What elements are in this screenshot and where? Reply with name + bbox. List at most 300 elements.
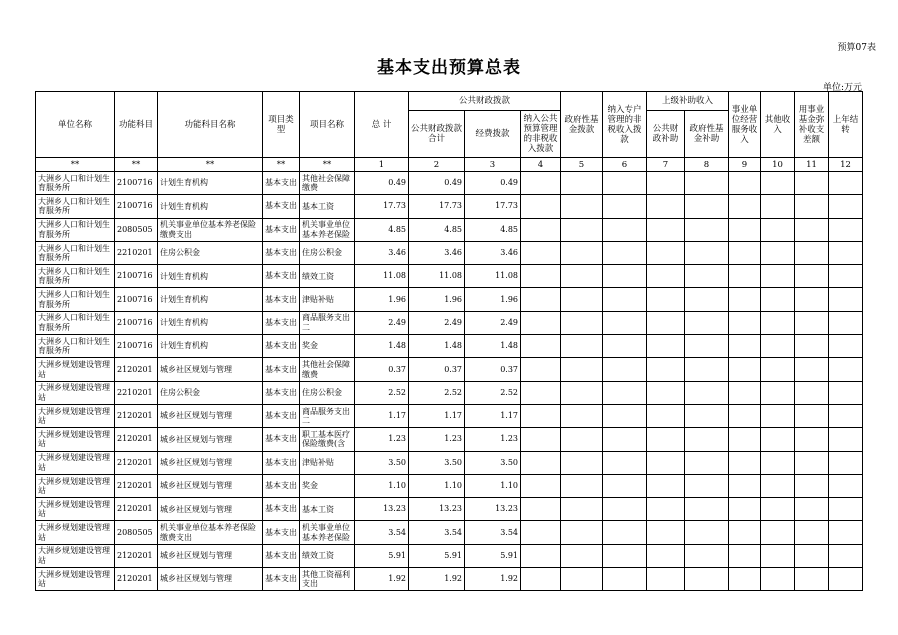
other-income-cell bbox=[761, 265, 795, 288]
total-cell: 2.52 bbox=[355, 381, 409, 404]
other-income-cell bbox=[761, 544, 795, 567]
fund-balance-cell bbox=[795, 568, 829, 591]
header-total: 总 计 bbox=[355, 92, 409, 158]
carryover-cell bbox=[829, 381, 863, 404]
public-finance-total-cell: 1.10 bbox=[409, 474, 465, 497]
public-finance-total-cell: 2.49 bbox=[409, 311, 465, 334]
special-nontax-cell bbox=[603, 265, 647, 288]
index-cell: 1 bbox=[355, 158, 409, 172]
public-finance-total-cell: 3.54 bbox=[409, 521, 465, 544]
index-cell: ** bbox=[300, 158, 355, 172]
funding-cell: 3.46 bbox=[465, 241, 521, 264]
header-public-finance-total: 公共财政拨款合计 bbox=[409, 111, 465, 158]
fund-balance-cell bbox=[795, 381, 829, 404]
special-nontax-cell bbox=[603, 404, 647, 427]
budget-mgmt-nontax-cell bbox=[521, 381, 561, 404]
budget-mgmt-nontax-cell bbox=[521, 568, 561, 591]
fund-balance-cell bbox=[795, 172, 829, 195]
carryover-cell bbox=[829, 474, 863, 497]
budget-mgmt-nontax-cell bbox=[521, 172, 561, 195]
func-code-cell: 2100716 bbox=[115, 311, 158, 334]
total-cell: 3.46 bbox=[355, 241, 409, 264]
sup-public-cell bbox=[647, 568, 685, 591]
table-row bbox=[36, 474, 863, 497]
func-name-cell: 城乡社区规划与管理 bbox=[158, 568, 263, 591]
funding-cell: 1.10 bbox=[465, 474, 521, 497]
funding-cell: 4.85 bbox=[465, 218, 521, 241]
special-nontax-cell bbox=[603, 335, 647, 358]
funding-cell: 2.52 bbox=[465, 381, 521, 404]
index-cell: ** bbox=[158, 158, 263, 172]
funding-cell: 13.23 bbox=[465, 498, 521, 521]
func-name-cell: 城乡社区规划与管理 bbox=[158, 544, 263, 567]
budget-mgmt-nontax-cell bbox=[521, 335, 561, 358]
project-type-cell: 基本支出 bbox=[263, 428, 300, 451]
gov-fund-cell bbox=[561, 288, 603, 311]
project-type-cell: 基本支出 bbox=[263, 404, 300, 427]
header-other-income: 其他收入 bbox=[761, 92, 795, 158]
total-cell: 4.85 bbox=[355, 218, 409, 241]
carryover-cell bbox=[829, 404, 863, 427]
header-business-income: 事业单位经营服务收入 bbox=[729, 92, 761, 158]
other-income-cell bbox=[761, 568, 795, 591]
index-cell: 11 bbox=[795, 158, 829, 172]
project-name-cell: 奖金 bbox=[300, 474, 355, 497]
sup-gov-fund-cell bbox=[685, 172, 729, 195]
sup-public-cell bbox=[647, 172, 685, 195]
gov-fund-cell bbox=[561, 218, 603, 241]
funding-cell: 3.54 bbox=[465, 521, 521, 544]
sup-public-cell bbox=[647, 265, 685, 288]
special-nontax-cell bbox=[603, 172, 647, 195]
index-cell: 4 bbox=[521, 158, 561, 172]
sup-gov-fund-cell bbox=[685, 474, 729, 497]
func-name-cell: 机关事业单位基本养老保险缴费支出 bbox=[158, 218, 263, 241]
total-cell: 1.23 bbox=[355, 428, 409, 451]
sup-public-cell bbox=[647, 474, 685, 497]
sup-gov-fund-cell bbox=[685, 521, 729, 544]
unit-name-cell: 大洲乡人口和计划生育服务所 bbox=[36, 218, 115, 241]
fund-balance-cell bbox=[795, 288, 829, 311]
total-cell: 1.96 bbox=[355, 288, 409, 311]
business-income-cell bbox=[729, 474, 761, 497]
total-cell: 1.17 bbox=[355, 404, 409, 427]
func-code-cell: 2120201 bbox=[115, 568, 158, 591]
business-income-cell bbox=[729, 358, 761, 381]
carryover-cell bbox=[829, 288, 863, 311]
public-finance-total-cell: 1.92 bbox=[409, 568, 465, 591]
total-cell: 2.49 bbox=[355, 311, 409, 334]
func-name-cell: 计划生育机构 bbox=[158, 288, 263, 311]
project-type-cell: 基本支出 bbox=[263, 195, 300, 218]
other-income-cell bbox=[761, 358, 795, 381]
business-income-cell bbox=[729, 544, 761, 567]
header-fund-balance: 用事业基金弥补收支差额 bbox=[795, 92, 829, 158]
sup-gov-fund-cell bbox=[685, 335, 729, 358]
public-finance-total-cell: 1.96 bbox=[409, 288, 465, 311]
total-cell: 3.54 bbox=[355, 521, 409, 544]
project-name-cell: 其他社会保障缴费 bbox=[300, 358, 355, 381]
unit-name-cell: 大洲乡人口和计划生育服务所 bbox=[36, 172, 115, 195]
func-code-cell: 2120201 bbox=[115, 404, 158, 427]
business-income-cell bbox=[729, 451, 761, 474]
funding-cell: 1.23 bbox=[465, 428, 521, 451]
form-number: 预算07表 bbox=[837, 43, 876, 53]
carryover-cell bbox=[829, 335, 863, 358]
project-name-cell: 津贴补贴 bbox=[300, 288, 355, 311]
business-income-cell bbox=[729, 195, 761, 218]
fund-balance-cell bbox=[795, 521, 829, 544]
header-gov-fund: 政府性基金拨款 bbox=[561, 92, 603, 158]
funding-cell: 17.73 bbox=[465, 195, 521, 218]
sup-public-cell bbox=[647, 358, 685, 381]
table-row bbox=[36, 335, 863, 358]
gov-fund-cell bbox=[561, 521, 603, 544]
sup-public-cell bbox=[647, 428, 685, 451]
table-row bbox=[36, 381, 863, 404]
project-type-cell: 基本支出 bbox=[263, 218, 300, 241]
sup-public-cell bbox=[647, 451, 685, 474]
carryover-cell bbox=[829, 544, 863, 567]
page-title: 基本支出预算总表 bbox=[377, 58, 521, 78]
sup-gov-fund-cell bbox=[685, 195, 729, 218]
funding-cell: 0.49 bbox=[465, 172, 521, 195]
index-cell: 8 bbox=[685, 158, 729, 172]
func-code-cell: 2210201 bbox=[115, 381, 158, 404]
other-income-cell bbox=[761, 195, 795, 218]
index-cell: ** bbox=[115, 158, 158, 172]
sup-public-cell bbox=[647, 241, 685, 264]
header-sup-gov-fund: 政府性基金补助 bbox=[685, 111, 729, 158]
sup-gov-fund-cell bbox=[685, 498, 729, 521]
total-cell: 5.91 bbox=[355, 544, 409, 567]
func-code-cell: 2120201 bbox=[115, 498, 158, 521]
table-row bbox=[36, 404, 863, 427]
header-special-nontax: 纳入专户管理的非税收入拨款 bbox=[603, 92, 647, 158]
gov-fund-cell bbox=[561, 241, 603, 264]
project-type-cell: 基本支出 bbox=[263, 568, 300, 591]
func-name-cell: 计划生育机构 bbox=[158, 335, 263, 358]
fund-balance-cell bbox=[795, 358, 829, 381]
sup-public-cell bbox=[647, 498, 685, 521]
fund-balance-cell bbox=[795, 241, 829, 264]
table-row bbox=[36, 195, 863, 218]
funding-cell: 2.49 bbox=[465, 311, 521, 334]
other-income-cell bbox=[761, 451, 795, 474]
funding-cell: 0.37 bbox=[465, 358, 521, 381]
other-income-cell bbox=[761, 428, 795, 451]
public-finance-total-cell: 0.49 bbox=[409, 172, 465, 195]
total-cell: 3.50 bbox=[355, 451, 409, 474]
project-name-cell: 绩效工资 bbox=[300, 544, 355, 567]
func-name-cell: 城乡社区规划与管理 bbox=[158, 358, 263, 381]
budget-mgmt-nontax-cell bbox=[521, 474, 561, 497]
func-code-cell: 2120201 bbox=[115, 474, 158, 497]
total-cell: 1.10 bbox=[355, 474, 409, 497]
unit-name-cell: 大洲乡人口和计划生育服务所 bbox=[36, 311, 115, 334]
budget-mgmt-nontax-cell bbox=[521, 265, 561, 288]
project-name-cell: 住房公积金 bbox=[300, 241, 355, 264]
func-code-cell: 2100716 bbox=[115, 172, 158, 195]
budget-table bbox=[35, 91, 863, 591]
header-budget-mgmt-nontax: 纳入公共预算管理的非税收入拨款 bbox=[521, 111, 561, 158]
func-name-cell: 城乡社区规划与管理 bbox=[158, 451, 263, 474]
func-name-cell: 计划生育机构 bbox=[158, 265, 263, 288]
budget-mgmt-nontax-cell bbox=[521, 428, 561, 451]
unit-name-cell: 大洲乡人口和计划生育服务所 bbox=[36, 241, 115, 264]
table-row bbox=[36, 568, 863, 591]
unit-name-cell: 大洲乡规划建设管理站 bbox=[36, 358, 115, 381]
public-finance-total-cell: 3.50 bbox=[409, 451, 465, 474]
public-finance-total-cell: 1.17 bbox=[409, 404, 465, 427]
special-nontax-cell bbox=[603, 241, 647, 264]
total-cell: 17.73 bbox=[355, 195, 409, 218]
sup-gov-fund-cell bbox=[685, 404, 729, 427]
fund-balance-cell bbox=[795, 335, 829, 358]
sup-public-cell bbox=[647, 544, 685, 567]
table-row bbox=[36, 218, 863, 241]
func-code-cell: 2120201 bbox=[115, 544, 158, 567]
sup-gov-fund-cell bbox=[685, 311, 729, 334]
sup-public-cell bbox=[647, 195, 685, 218]
public-finance-total-cell: 1.48 bbox=[409, 335, 465, 358]
project-name-cell: 商品服务支出二 bbox=[300, 404, 355, 427]
business-income-cell bbox=[729, 265, 761, 288]
func-name-cell: 城乡社区规划与管理 bbox=[158, 498, 263, 521]
total-cell: 11.08 bbox=[355, 265, 409, 288]
special-nontax-cell bbox=[603, 195, 647, 218]
budget-mgmt-nontax-cell bbox=[521, 404, 561, 427]
project-name-cell: 其他工资福利支出 bbox=[300, 568, 355, 591]
carryover-cell bbox=[829, 195, 863, 218]
func-name-cell: 城乡社区规划与管理 bbox=[158, 474, 263, 497]
other-income-cell bbox=[761, 498, 795, 521]
index-cell: 9 bbox=[729, 158, 761, 172]
gov-fund-cell bbox=[561, 568, 603, 591]
index-cell: ** bbox=[36, 158, 115, 172]
business-income-cell bbox=[729, 218, 761, 241]
fund-balance-cell bbox=[795, 311, 829, 334]
table-row bbox=[36, 311, 863, 334]
business-income-cell bbox=[729, 311, 761, 334]
sup-public-cell bbox=[647, 288, 685, 311]
other-income-cell bbox=[761, 335, 795, 358]
gov-fund-cell bbox=[561, 451, 603, 474]
gov-fund-cell bbox=[561, 358, 603, 381]
special-nontax-cell bbox=[603, 474, 647, 497]
func-code-cell: 2120201 bbox=[115, 428, 158, 451]
index-cell: 7 bbox=[647, 158, 685, 172]
sup-public-cell bbox=[647, 311, 685, 334]
index-cell: ** bbox=[263, 158, 300, 172]
sup-gov-fund-cell bbox=[685, 568, 729, 591]
special-nontax-cell bbox=[603, 311, 647, 334]
project-name-cell: 津贴补贴 bbox=[300, 451, 355, 474]
carryover-cell bbox=[829, 568, 863, 591]
fund-balance-cell bbox=[795, 195, 829, 218]
special-nontax-cell bbox=[603, 451, 647, 474]
func-code-cell: 2100716 bbox=[115, 195, 158, 218]
func-code-cell: 2100716 bbox=[115, 335, 158, 358]
table-body bbox=[36, 172, 863, 591]
other-income-cell bbox=[761, 218, 795, 241]
header-func-name: 功能科目名称 bbox=[158, 92, 263, 158]
unit-name-cell: 大洲乡规划建设管理站 bbox=[36, 568, 115, 591]
special-nontax-cell bbox=[603, 521, 647, 544]
public-finance-total-cell: 17.73 bbox=[409, 195, 465, 218]
other-income-cell bbox=[761, 288, 795, 311]
business-income-cell bbox=[729, 288, 761, 311]
carryover-cell bbox=[829, 358, 863, 381]
total-cell: 13.23 bbox=[355, 498, 409, 521]
sup-gov-fund-cell bbox=[685, 241, 729, 264]
sup-gov-fund-cell bbox=[685, 544, 729, 567]
sup-gov-fund-cell bbox=[685, 265, 729, 288]
index-cell: 6 bbox=[603, 158, 647, 172]
project-type-cell: 基本支出 bbox=[263, 521, 300, 544]
special-nontax-cell bbox=[603, 498, 647, 521]
unit-name-cell: 大洲乡规划建设管理站 bbox=[36, 451, 115, 474]
gov-fund-cell bbox=[561, 498, 603, 521]
budget-mgmt-nontax-cell bbox=[521, 358, 561, 381]
total-cell: 0.49 bbox=[355, 172, 409, 195]
business-income-cell bbox=[729, 404, 761, 427]
unit-name-cell: 大洲乡规划建设管理站 bbox=[36, 404, 115, 427]
sup-gov-fund-cell bbox=[685, 381, 729, 404]
index-cell: 3 bbox=[465, 158, 521, 172]
unit-name-cell: 大洲乡规划建设管理站 bbox=[36, 381, 115, 404]
budget-mgmt-nontax-cell bbox=[521, 195, 561, 218]
budget-mgmt-nontax-cell bbox=[521, 218, 561, 241]
project-type-cell: 基本支出 bbox=[263, 335, 300, 358]
gov-fund-cell bbox=[561, 311, 603, 334]
func-name-cell: 机关事业单位基本养老保险缴费支出 bbox=[158, 521, 263, 544]
other-income-cell bbox=[761, 381, 795, 404]
total-cell: 1.92 bbox=[355, 568, 409, 591]
funding-cell: 11.08 bbox=[465, 265, 521, 288]
gov-fund-cell bbox=[561, 428, 603, 451]
special-nontax-cell bbox=[603, 358, 647, 381]
unit-name-cell: 大洲乡规划建设管理站 bbox=[36, 428, 115, 451]
other-income-cell bbox=[761, 521, 795, 544]
sup-public-cell bbox=[647, 381, 685, 404]
sup-gov-fund-cell bbox=[685, 428, 729, 451]
table-row bbox=[36, 451, 863, 474]
funding-cell: 1.96 bbox=[465, 288, 521, 311]
unit-name-cell: 大洲乡规划建设管理站 bbox=[36, 474, 115, 497]
unit-name-cell: 大洲乡人口和计划生育服务所 bbox=[36, 195, 115, 218]
header-project-type: 项目类型 bbox=[263, 92, 300, 158]
sup-gov-fund-cell bbox=[685, 451, 729, 474]
table-row bbox=[36, 288, 863, 311]
index-cell: 10 bbox=[761, 158, 795, 172]
func-code-cell: 2120201 bbox=[115, 451, 158, 474]
unit-name-cell: 大洲乡规划建设管理站 bbox=[36, 498, 115, 521]
sup-public-cell bbox=[647, 335, 685, 358]
fund-balance-cell bbox=[795, 428, 829, 451]
header-unit-name: 单位名称 bbox=[36, 92, 115, 158]
funding-cell: 1.48 bbox=[465, 335, 521, 358]
project-name-cell: 机关事业单位基本养老保险 bbox=[300, 521, 355, 544]
carryover-cell bbox=[829, 241, 863, 264]
func-code-cell: 2080505 bbox=[115, 218, 158, 241]
sup-gov-fund-cell bbox=[685, 218, 729, 241]
fund-balance-cell bbox=[795, 265, 829, 288]
func-code-cell: 2120201 bbox=[115, 358, 158, 381]
func-name-cell: 城乡社区规划与管理 bbox=[158, 404, 263, 427]
budget-mgmt-nontax-cell bbox=[521, 241, 561, 264]
sup-public-cell bbox=[647, 218, 685, 241]
index-cell: 2 bbox=[409, 158, 465, 172]
business-income-cell bbox=[729, 241, 761, 264]
special-nontax-cell bbox=[603, 568, 647, 591]
header-sup-public: 公共财政补助 bbox=[647, 111, 685, 158]
budget-mgmt-nontax-cell bbox=[521, 498, 561, 521]
gov-fund-cell bbox=[561, 404, 603, 427]
public-finance-total-cell: 4.85 bbox=[409, 218, 465, 241]
project-name-cell: 商品服务支出二 bbox=[300, 311, 355, 334]
other-income-cell bbox=[761, 311, 795, 334]
header-public-finance: 公共财政拨款 bbox=[409, 92, 561, 111]
funding-cell: 3.50 bbox=[465, 451, 521, 474]
special-nontax-cell bbox=[603, 544, 647, 567]
index-row bbox=[36, 158, 863, 172]
gov-fund-cell bbox=[561, 474, 603, 497]
business-income-cell bbox=[729, 428, 761, 451]
public-finance-total-cell: 0.37 bbox=[409, 358, 465, 381]
func-name-cell: 计划生育机构 bbox=[158, 172, 263, 195]
fund-balance-cell bbox=[795, 498, 829, 521]
carryover-cell bbox=[829, 311, 863, 334]
table-row bbox=[36, 241, 863, 264]
func-name-cell: 计划生育机构 bbox=[158, 311, 263, 334]
special-nontax-cell bbox=[603, 428, 647, 451]
gov-fund-cell bbox=[561, 381, 603, 404]
business-income-cell bbox=[729, 568, 761, 591]
special-nontax-cell bbox=[603, 381, 647, 404]
table-row bbox=[36, 544, 863, 567]
other-income-cell bbox=[761, 172, 795, 195]
business-income-cell bbox=[729, 381, 761, 404]
project-name-cell: 其他社会保障缴费 bbox=[300, 172, 355, 195]
project-type-cell: 基本支出 bbox=[263, 474, 300, 497]
business-income-cell bbox=[729, 521, 761, 544]
gov-fund-cell bbox=[561, 172, 603, 195]
public-finance-total-cell: 5.91 bbox=[409, 544, 465, 567]
project-name-cell: 绩效工资 bbox=[300, 265, 355, 288]
total-cell: 1.48 bbox=[355, 335, 409, 358]
carryover-cell bbox=[829, 498, 863, 521]
func-code-cell: 2100716 bbox=[115, 265, 158, 288]
unit-name-cell: 大洲乡人口和计划生育服务所 bbox=[36, 288, 115, 311]
unit-label: 单位:万元 bbox=[822, 83, 862, 93]
carryover-cell bbox=[829, 451, 863, 474]
fund-balance-cell bbox=[795, 404, 829, 427]
sup-public-cell bbox=[647, 521, 685, 544]
unit-name-cell: 大洲乡人口和计划生育服务所 bbox=[36, 335, 115, 358]
func-code-cell: 2100716 bbox=[115, 288, 158, 311]
func-name-cell: 城乡社区规划与管理 bbox=[158, 428, 263, 451]
budget-mgmt-nontax-cell bbox=[521, 288, 561, 311]
table-row bbox=[36, 498, 863, 521]
project-type-cell: 基本支出 bbox=[263, 172, 300, 195]
project-type-cell: 基本支出 bbox=[263, 311, 300, 334]
project-type-cell: 基本支出 bbox=[263, 358, 300, 381]
project-type-cell: 基本支出 bbox=[263, 451, 300, 474]
public-finance-total-cell: 2.52 bbox=[409, 381, 465, 404]
func-name-cell: 住房公积金 bbox=[158, 381, 263, 404]
other-income-cell bbox=[761, 474, 795, 497]
